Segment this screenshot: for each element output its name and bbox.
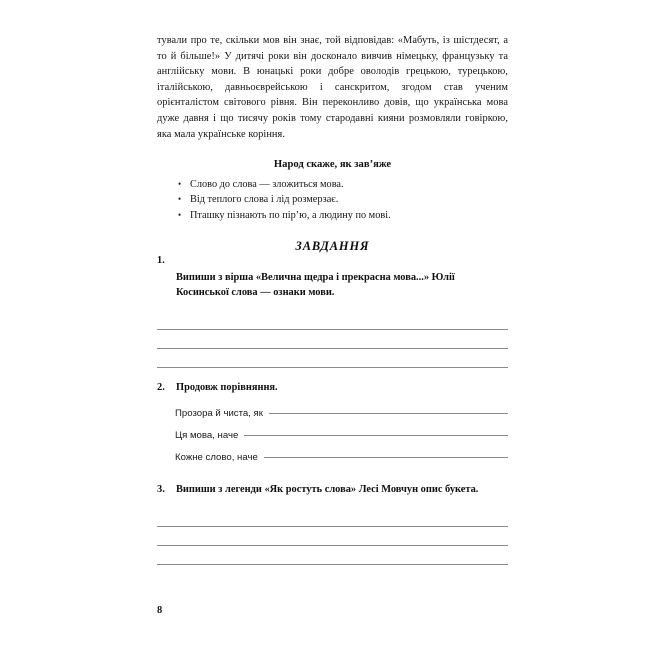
list-item [157, 177, 508, 192]
answer-lines-task-1 [157, 300, 508, 368]
answer-line[interactable] [157, 546, 508, 565]
list-item [157, 208, 508, 223]
fill-in-blank[interactable] [264, 457, 508, 458]
answer-line[interactable] [157, 311, 508, 330]
task-text: Випиши з легенди «Як ростуть слова» Лесі Мовчун опис букета. [176, 483, 479, 495]
proverbs-heading: Народ скаже, як зав’яже [273, 159, 392, 171]
page-number: 8 [157, 605, 163, 616]
bullet-icon: • [178, 209, 182, 220]
list-item-label: Пташку пізнають по пір’ю, а людину по мові. [190, 209, 391, 221]
fill-in-prompt: Прозора й чиста, як [175, 407, 263, 419]
bullet-icon: • [178, 194, 182, 205]
spacer [157, 474, 508, 483]
task-text: Випиши з вірша «Велична щедра і прекрасна мова...» Юлії Косинської слова — ознаки мови. [176, 272, 455, 298]
tasks-heading: ЗАВДАННЯ [295, 239, 370, 254]
task-number: 3. [157, 483, 165, 495]
bullet-icon: • [178, 179, 182, 190]
fill-in-prompt: Ця мова, наче [175, 429, 239, 441]
answer-line[interactable] [157, 508, 508, 527]
task-item-3 [157, 483, 508, 498]
fill-in-prompt: Кожне слово, наче [175, 451, 258, 463]
page-content-column [157, 33, 508, 565]
list-item [157, 192, 508, 207]
fill-in-row [157, 408, 508, 430]
spacer [157, 368, 508, 381]
body-paragraph: тували про те, скільки мов він знає, той відповідав: «Мабуть, із шістдесят, а то й більше!» У дитячі роки він досконало вивчив німецьку, французьку та англійську мови. В юнацькі роки добре оволодів грецькою, турецькою, італійською, давньоєврейською і санскритом, згодом став ученим орієнталістом світового рівня. Він переконливо довів, що українська мова дуже давня і що тисячу років тому стародавні кияни розмовляли говіркою, яка мала українське коріння. [157, 35, 508, 140]
fill-in-blank[interactable] [244, 435, 508, 436]
fill-in-blank[interactable] [269, 413, 508, 414]
answer-line[interactable] [157, 527, 508, 546]
answer-line[interactable] [157, 349, 508, 368]
answer-lines-task-3 [157, 497, 508, 565]
task-item-1 [157, 254, 508, 300]
fill-in-row [157, 430, 508, 452]
answer-line[interactable] [157, 330, 508, 349]
task-number: 1. [157, 255, 165, 267]
list-item-label: Від теплого слова і лід розмерзає. [190, 194, 339, 206]
task-item-2 [157, 381, 508, 396]
list-item-label: Слово до слова — зложиться мова. [190, 179, 344, 191]
fill-in-rows-task-2 [157, 396, 508, 474]
fill-in-row [157, 452, 508, 474]
task-text: Продовж порівняння. [176, 382, 278, 394]
task-number: 2. [157, 382, 165, 394]
proverbs-list [157, 170, 508, 223]
